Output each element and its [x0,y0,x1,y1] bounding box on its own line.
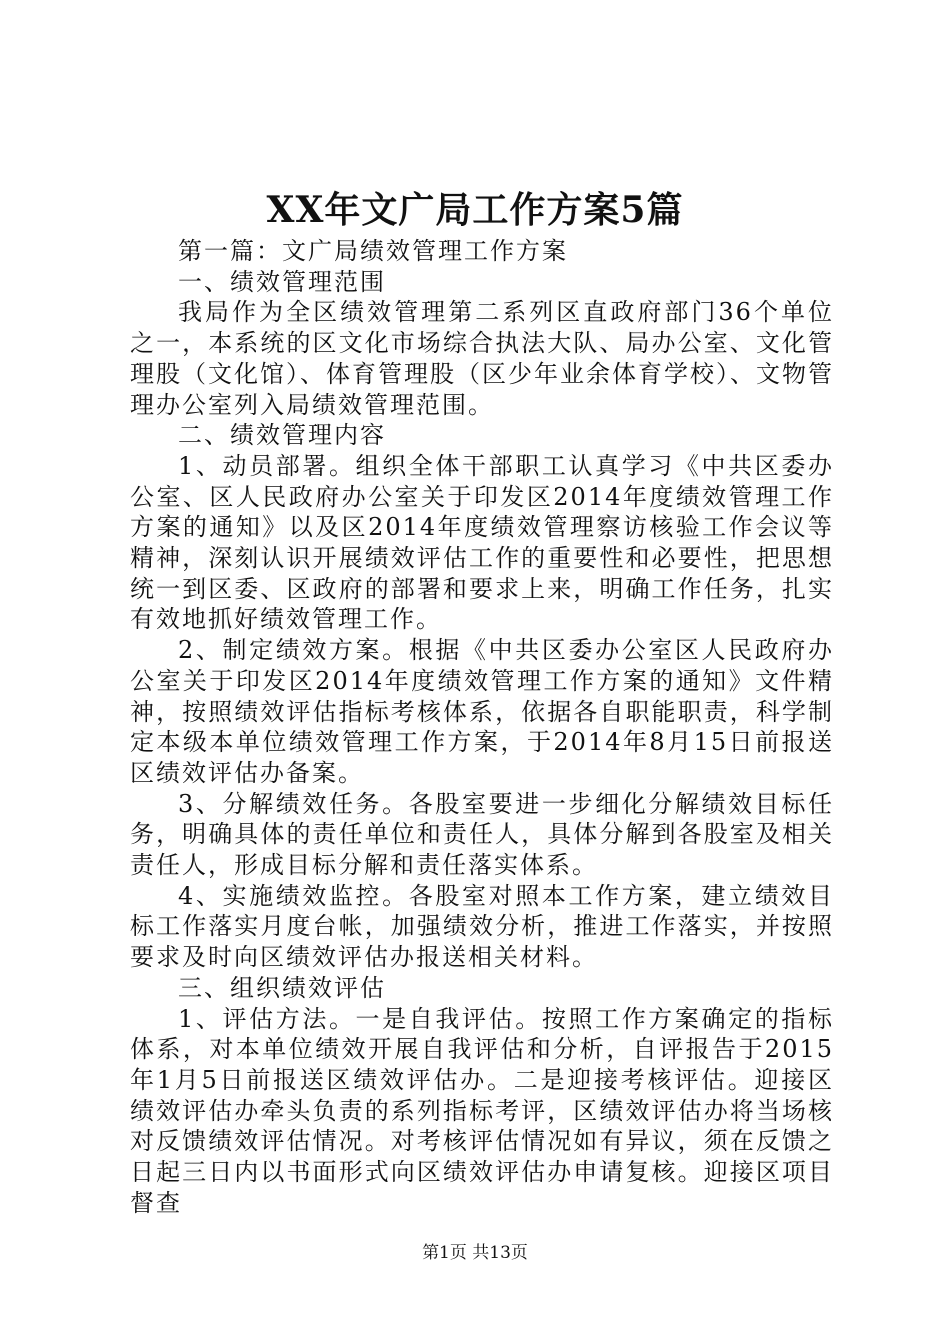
document-title: XX年文广局工作方案5篇 [266,189,684,231]
paragraph-section-heading-3: 三、组织绩效评估 [178,973,386,1002]
document-body [130,236,834,1219]
paragraph-monitor: 4、实施绩效监控。各股室对照本工作方案，建立绩效目标工作落实月度台帐，加强绩效分析，推进工作落实，并按照要求及时向区绩效评估办报送相关材料。 [130,881,834,972]
paragraph-scope: 我局作为全区绩效管理第二系列区直政府部门36个单位之一，本系统的区文化市场综合执法大队、局办公室、文化管理股（文化馆）、体育管理股（区少年业余体育学校）、文物管理办公室列入局绩效管理范围。 [130,298,834,419]
paragraph-plan: 2、制定绩效方案。根据《中共区委办公室区人民政府办公室关于印发区2014年度绩效管理工作方案的通知》文件精神，按照绩效评估指标考核体系，依据各自职能职责，科学制定本级本单位绩效管理工作方案，于2014年8月15日前报送区绩效评估办备案。 [130,636,834,787]
paragraph-part-heading: 第一篇：文广局绩效管理工作方案 [178,237,568,265]
paragraph-section-heading-1: 一、绩效管理范围 [178,267,386,296]
paragraph-evaluation-method: 1、评估方法。一是自我评估。按照工作方案确定的指标体系，对本单位绩效开展自我评估和分析，自评报告于2015年1月5日前报送区绩效评估办。二是迎接考核评估。迎接区绩效评估办牵头负责的系列指标考评，区绩效评估办将当场核对反馈绩效评估情况。对考核评估情况如有异议，须在反馈之日起三日内以书面形式向区绩效评估办申请复核。迎接区项目督查 [130,1004,834,1217]
paragraph-decompose: 3、分解绩效任务。各股室要进一步细化分解绩效目标任务，明确具体的责任单位和责任人，具体分解到各股室及相关责任人，形成目标分解和责任落实体系。 [130,789,834,880]
paragraph-mobilization: 1、动员部署。组织全体干部职工认真学习《中共区委办公室、区人民政府办公室关于印发区2014年度绩效管理工作方案的通知》以及区2014年度绩效管理察访核验工作会议等精神，深刻认识开展绩效评估工作的重要性和必要性，把思想统一到区委、区政府的部署和要求上来，明确工作任务，扎实有效地抓好绩效管理工作。 [130,451,834,634]
page-footer: 第1页 共13页 [422,1243,528,1263]
paragraph-section-heading-2: 二、绩效管理内容 [178,421,386,450]
